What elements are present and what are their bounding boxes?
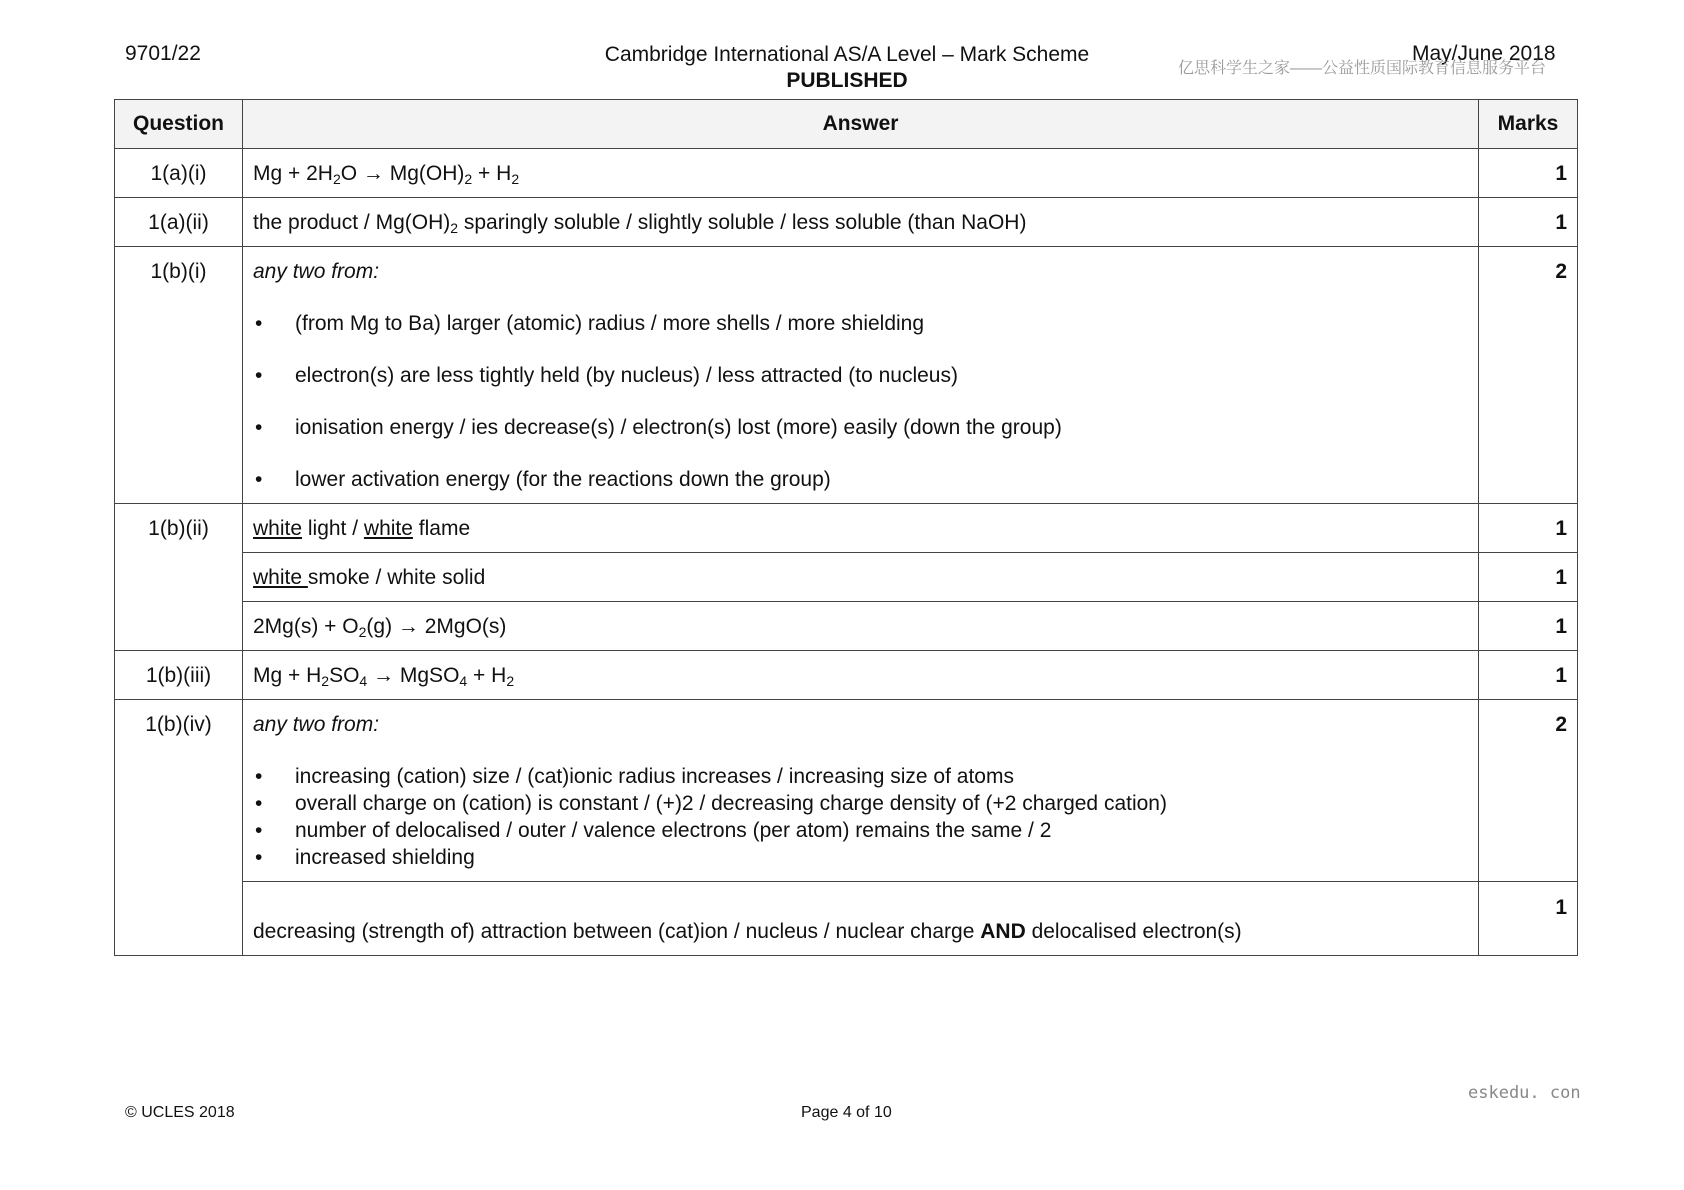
- marks-column-header: Marks: [1479, 100, 1578, 149]
- list-item: • increased shielding: [253, 844, 1468, 871]
- table-row: [115, 553, 1578, 602]
- question-number: 1(a)(i): [115, 149, 243, 198]
- answer-cell: $Mg + H_2SO_4$ → MgSO$_4$ + $H_2$: [243, 651, 1479, 700]
- exam-session: May/June 2018: [1412, 42, 1556, 65]
- list-item: • ionisation energy / ies decrease(s) / electron(s) lost (more) easily (down the group): [253, 414, 1468, 441]
- answer-cell: white light / white flame: [243, 504, 1479, 553]
- table-row: [115, 247, 1578, 504]
- question-number: 1(b)(iii): [115, 651, 243, 700]
- header-watermark: 亿思科学生之家——公益性质国际教育信息服务平台: [1178, 60, 1547, 77]
- page-number: Page 4 of 10: [801, 1104, 892, 1121]
- table-row: [115, 602, 1578, 651]
- answer-cell: the product / $Mg(OH)_2$ sparingly soluble / slightly soluble / less soluble (than NaOH): [243, 198, 1479, 247]
- marks-value: 2: [1479, 700, 1578, 882]
- answer-cell: white smoke / white solid: [243, 553, 1479, 602]
- answer-bullet-list: [253, 310, 1468, 493]
- marks-value: 1: [1479, 198, 1578, 247]
- table-row: [115, 700, 1578, 882]
- question-number: 1(b)(iv): [115, 700, 243, 956]
- table-header-row: [115, 100, 1578, 149]
- footer-watermark: eskedu. con: [1468, 1083, 1581, 1103]
- marks-value: 1: [1479, 602, 1578, 651]
- list-item: • lower activation energy (for the reactions down the group): [253, 466, 1468, 493]
- answer-column-header: Answer: [243, 100, 1479, 149]
- marks-value: 1: [1479, 149, 1578, 198]
- marks-value: 1: [1479, 504, 1578, 553]
- answer-intro: any two from:: [253, 260, 380, 283]
- table-row: [115, 149, 1578, 198]
- published-label: PUBLISHED: [786, 69, 908, 92]
- answer-intro: any two from:: [253, 713, 380, 736]
- answer-cell: [243, 247, 1479, 504]
- mark-scheme-table: [114, 99, 1578, 956]
- answer-cell: [243, 700, 1479, 882]
- list-item: • overall charge on (cation) is constant / (+)2 / decreasing charge density of (+2 charged cation): [253, 790, 1468, 817]
- list-item: • electron(s) are less tightly held (by nucleus) / less attracted (to nucleus): [253, 362, 1468, 389]
- list-item: • (from Mg to Ba) larger (atomic) radius / more shells / more shielding: [253, 310, 1468, 337]
- list-item: • number of delocalised / outer / valence electrons (per atom) remains the same / 2: [253, 817, 1468, 844]
- answer-cell: $Mg + 2H_2O \to Mg(OH)_2 + H_2$: [243, 149, 1479, 198]
- table-row: [115, 882, 1578, 956]
- question-column-header: Question: [115, 100, 243, 149]
- table-row: [115, 198, 1578, 247]
- table-row: [115, 651, 1578, 700]
- question-number: 1(b)(i): [115, 247, 243, 504]
- question-number: 1(b)(ii): [115, 504, 243, 651]
- paper-code: 9701/22: [125, 42, 201, 65]
- table-row: [115, 504, 1578, 553]
- marks-value: 2: [1479, 247, 1578, 504]
- marks-value: 1: [1479, 882, 1578, 956]
- answer-bullet-list: [253, 763, 1468, 871]
- mark-scheme-title: Cambridge International AS/A Level – Mark Scheme: [604, 43, 1090, 66]
- marks-value: 1: [1479, 553, 1578, 602]
- list-item: • increasing (cation) size / (cat)ionic radius increases / increasing size of atoms: [253, 763, 1468, 790]
- copyright: © UCLES 2018: [125, 1104, 235, 1121]
- marks-value: 1: [1479, 651, 1578, 700]
- question-number: 1(a)(ii): [115, 198, 243, 247]
- answer-cell: decreasing (strength of) attraction between (cat)ion / nucleus / nuclear charge AND delocalised electron(s): [243, 882, 1479, 956]
- answer-cell: $2Mg(s) + O_2(g) \to 2MgO(s)$: [243, 602, 1479, 651]
